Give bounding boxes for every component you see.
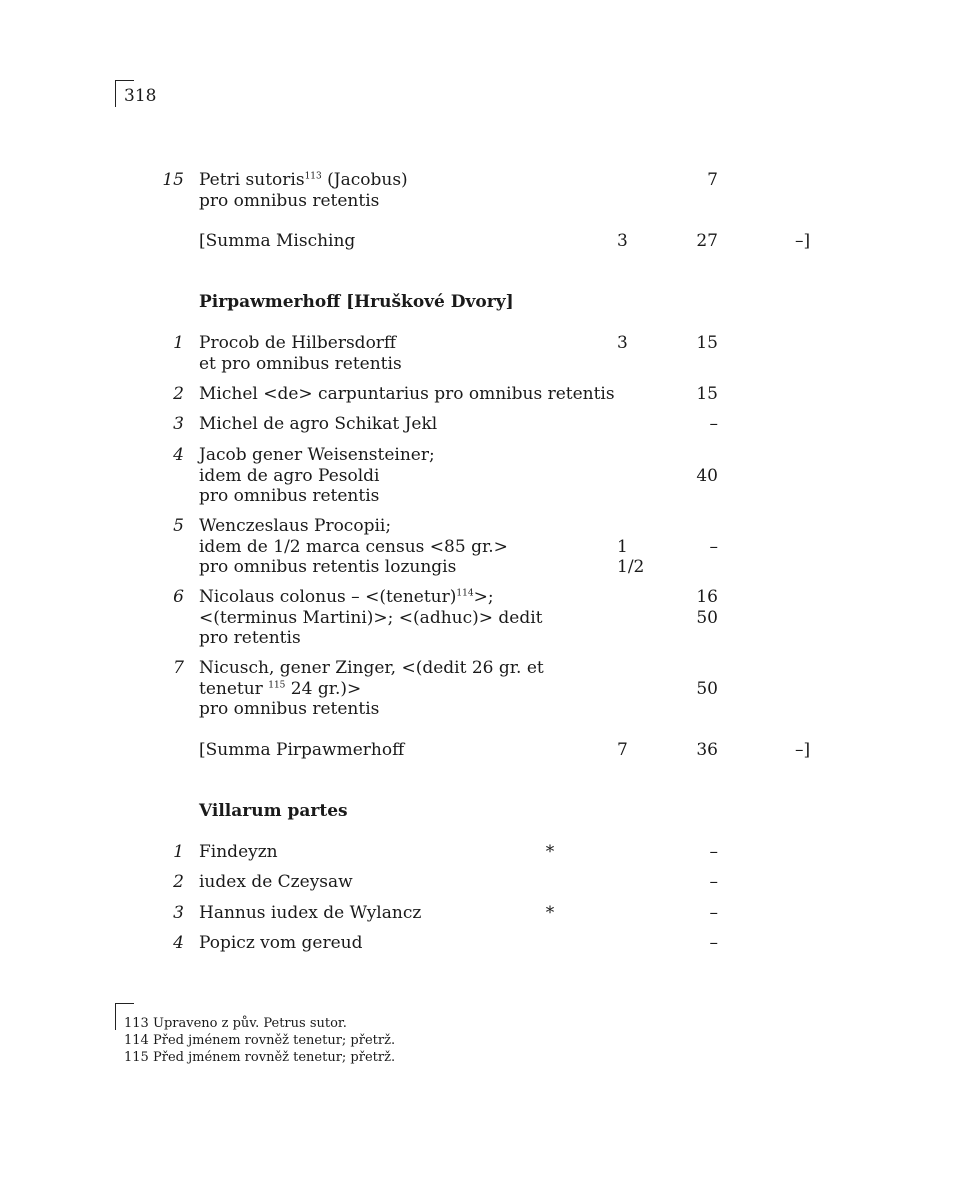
list-item xyxy=(0,516,960,578)
entry-line: Popicz vom gereud xyxy=(199,933,363,953)
footnote xyxy=(124,1032,395,1049)
footnote-number: 114 xyxy=(124,1033,149,1048)
entry-number: 15 xyxy=(162,170,184,190)
entry-number: 2 xyxy=(173,384,184,404)
entry-text: tenetur xyxy=(199,678,269,699)
section-heading: Pirpawmerhoff [Hruškové Dvory] xyxy=(199,292,514,312)
footnote-text: Upraveno z pův. Petrus sutor. xyxy=(153,1016,347,1031)
entry-line xyxy=(199,170,408,191)
value-groschen: 7 xyxy=(707,170,718,190)
entry-line: <(terminus Martini)>; <(adhuc)> dedit xyxy=(199,607,543,628)
list-item xyxy=(0,333,960,375)
entry-number: 3 xyxy=(173,903,184,923)
value-groschen: – xyxy=(709,903,718,923)
entry-line: Wenczeslaus Procopii; xyxy=(199,516,392,536)
summa-row xyxy=(0,740,960,762)
entry-line: et pro omnibus retentis xyxy=(199,353,402,374)
page-number: 318 xyxy=(124,86,157,106)
entry-line xyxy=(199,679,544,700)
value-groschen: 50 xyxy=(696,678,718,699)
entry-number: 4 xyxy=(173,445,184,465)
list-item xyxy=(0,903,960,925)
entry-line: pro omnibus retentis xyxy=(199,486,380,506)
value-groschen: 40 xyxy=(696,465,718,486)
footnote-ref: 115 xyxy=(268,679,286,690)
value-groschen: – xyxy=(709,933,718,953)
value-groschen: – xyxy=(709,842,718,862)
list-item xyxy=(0,384,960,406)
entry-number: 1 xyxy=(173,842,184,862)
footnote-number: 113 xyxy=(124,1016,149,1031)
asterisk-mark: * xyxy=(545,842,555,862)
list-item xyxy=(0,170,960,212)
footnote-text: Před jménem rovněž tenetur; přetrž. xyxy=(153,1033,396,1048)
list-item xyxy=(0,842,960,864)
list-item xyxy=(0,414,960,436)
value-groschen: 50 xyxy=(696,607,718,628)
entry-number: 3 xyxy=(173,414,184,434)
entry-line: pro omnibus retentis lozungis xyxy=(199,557,457,577)
list-item xyxy=(0,445,960,507)
value-marks: 1 1/2 xyxy=(617,536,645,577)
footnote-ref: 114 xyxy=(456,588,474,599)
value-groschen: 16 xyxy=(696,587,718,607)
entry-line: Jacob gener Weisensteiner; xyxy=(199,445,435,465)
value-denarii: –] xyxy=(795,740,811,760)
entry-line: Hannus iudex de Wylancz xyxy=(199,903,422,923)
entry-line: iudex de Czeysaw xyxy=(199,872,353,892)
entry-line: pro retentis xyxy=(199,628,301,648)
entry-line: Michel <de> carpuntarius pro omnibus retentis xyxy=(199,384,615,404)
entry-line: pro omnibus retentis xyxy=(199,699,380,719)
asterisk-mark: * xyxy=(545,903,555,923)
entry-line xyxy=(199,587,543,608)
entry-number: 1 xyxy=(173,333,184,353)
entry-text: Nicolaus colonus – <(tenetur) xyxy=(199,587,457,607)
entry-line: Michel de agro Schikat Jekl xyxy=(199,414,438,434)
value-groschen: – xyxy=(709,536,718,557)
value-denarii: –] xyxy=(795,231,811,251)
entry-line: pro omnibus retentis xyxy=(199,190,380,211)
footnote xyxy=(124,1049,395,1066)
list-item xyxy=(0,872,960,894)
value-groschen: 36 xyxy=(696,740,718,760)
entry-line: idem de 1/2 marca census <85 gr.> xyxy=(199,536,508,557)
list-item xyxy=(0,658,960,720)
footnote-ref: 113 xyxy=(304,171,322,182)
section-heading: Villarum partes xyxy=(199,801,348,821)
entry-number: 4 xyxy=(173,933,184,953)
entry-number: 5 xyxy=(173,516,184,536)
value-groschen: 15 xyxy=(696,333,718,353)
footnotes xyxy=(124,1015,395,1066)
value-marks: 3 xyxy=(617,333,628,353)
value-groschen: – xyxy=(709,414,718,434)
entry-name-suffix: (Jacobus) xyxy=(321,170,408,190)
value-marks: 7 xyxy=(617,740,628,760)
value-marks: 3 xyxy=(617,231,628,251)
summa-label: [Summa Misching xyxy=(199,231,356,251)
list-item xyxy=(0,587,960,649)
entry-line: idem de agro Pesoldi xyxy=(199,465,380,486)
summa-row xyxy=(0,231,960,253)
footnote xyxy=(124,1015,395,1032)
entry-number: 7 xyxy=(173,658,184,678)
entry-line: Nicusch, gener Zinger, <(dedit 26 gr. et xyxy=(199,658,544,678)
entry-number: 6 xyxy=(173,587,184,607)
entry-text: >; xyxy=(473,587,494,607)
entry-text: 24 gr.)> xyxy=(285,678,362,699)
value-groschen: – xyxy=(709,872,718,892)
footnote-text: Před jménem rovněž tenetur; přetrž. xyxy=(153,1050,396,1065)
list-item xyxy=(0,933,960,955)
value-groschen: 27 xyxy=(696,231,718,251)
value-groschen: 15 xyxy=(696,384,718,404)
footnote-number: 115 xyxy=(124,1050,149,1065)
entry-number: 2 xyxy=(173,872,184,892)
summa-label: [Summa Pirpawmerhoff xyxy=(199,740,405,760)
entry-name: Petri sutoris xyxy=(199,170,305,190)
entry-line: Procob de Hilbersdorff xyxy=(199,333,397,353)
entry-line: Findeyzn xyxy=(199,842,278,862)
